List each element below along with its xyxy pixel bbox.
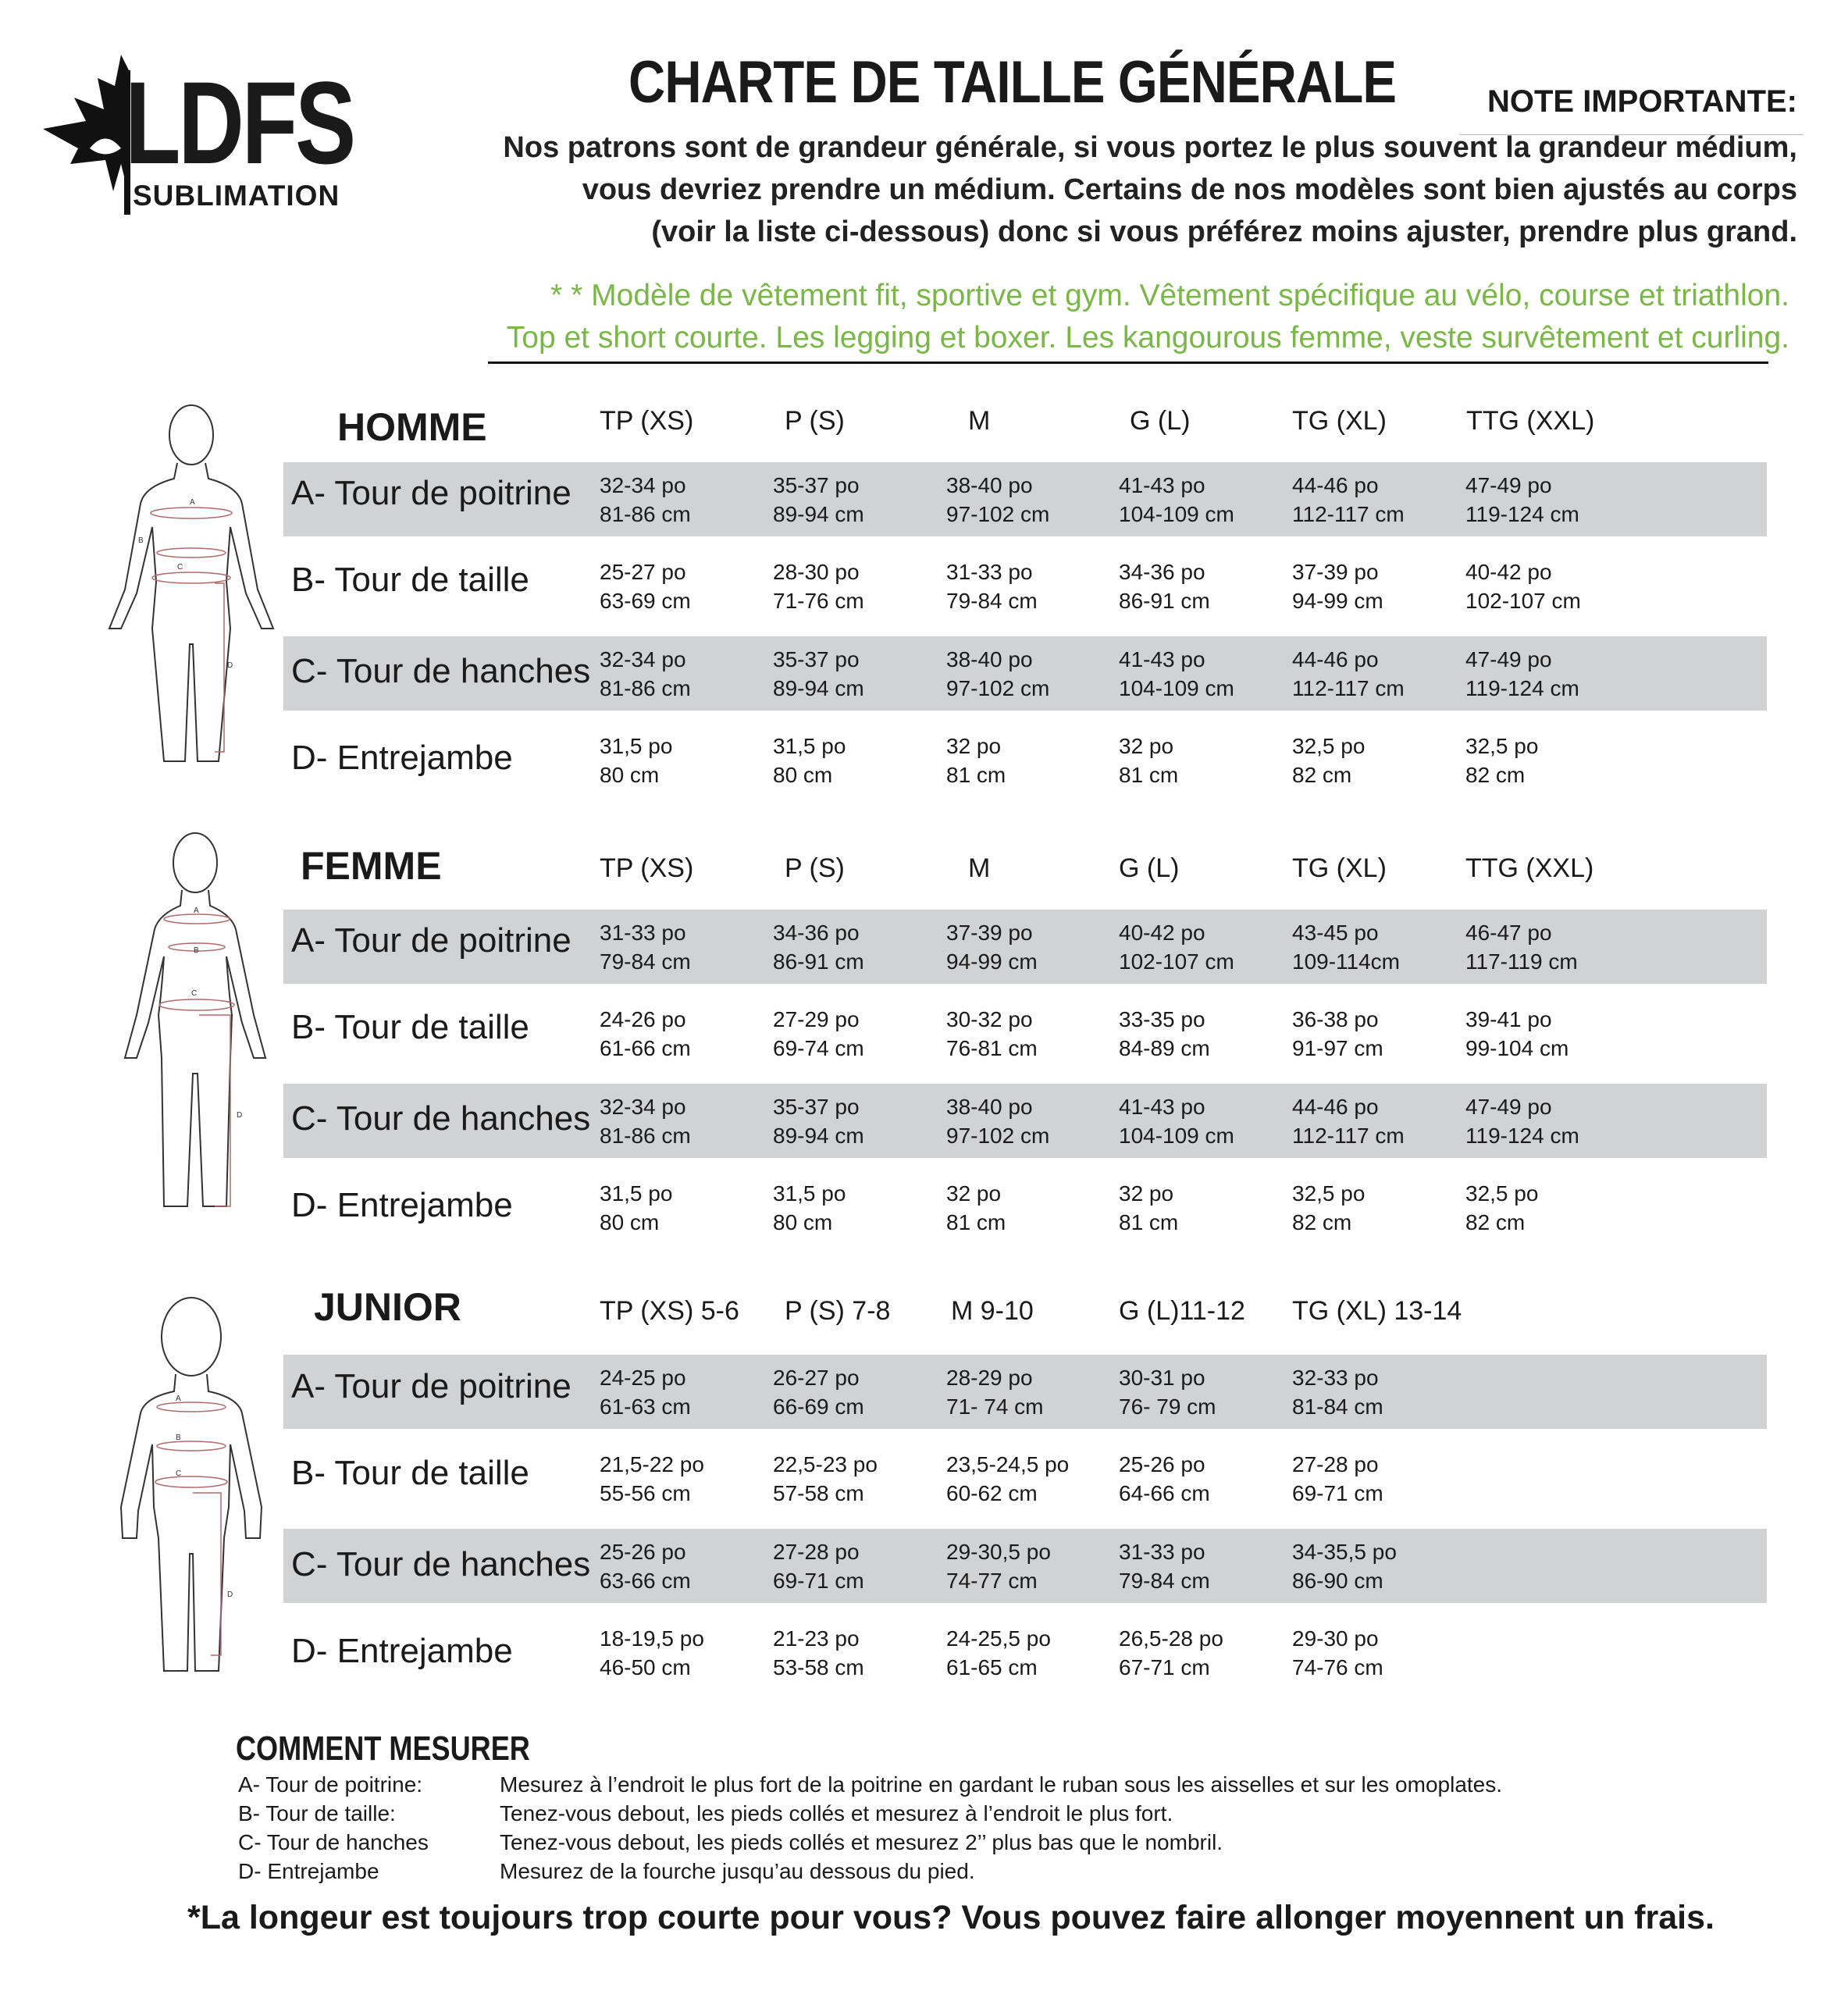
header-divider <box>488 362 1768 364</box>
size-header: M <box>968 406 991 436</box>
section-title-junior: JUNIOR <box>314 1285 461 1329</box>
table-cell: 31,5 po 80 cm <box>773 1181 846 1234</box>
table-cell: 31,5 po 80 cm <box>600 1181 673 1234</box>
table-cell: 31,5 po 80 cm <box>773 734 846 787</box>
table-cell: 40-42 po 102-107 cm <box>1465 560 1581 613</box>
row-label: C- Tour de hanches <box>291 652 591 690</box>
row-label: D- Entrejambe <box>291 1186 513 1224</box>
fitted-models-note: * * Modèle de vêtement fit, sportive et gym. Vêtement spécifique au vélo, course et triathlon. Top et short courte. Les legging et boxer. Les kangourous femme, veste survêtement et curling. <box>506 279 1789 354</box>
table-cell: 21,5-22 po 55-56 cm <box>600 1452 704 1505</box>
marker-b: B <box>138 536 144 545</box>
table-cell: 24-26 po 61-66 cm <box>600 1007 691 1060</box>
size-header: TP (XS) <box>600 406 694 436</box>
measure-desc: Tenez-vous debout, les pieds collés et mesurez 2’’ plus bas que le nombril. <box>500 1830 1223 1854</box>
table-cell: 31-33 po 79-84 cm <box>946 560 1038 613</box>
table-cell: 25-26 po 64-66 cm <box>1119 1452 1210 1505</box>
table-cell: 32,5 po 82 cm <box>1292 734 1366 787</box>
table-cell: 29-30,5 po 74-77 cm <box>946 1540 1051 1593</box>
table-cell: 28-30 po 71-76 cm <box>773 560 864 613</box>
table-cell: 47-49 po 119-124 cm <box>1465 1095 1579 1148</box>
row-label: A- Tour de poitrine <box>291 921 571 960</box>
figure-homme <box>90 394 293 773</box>
table-cell: 37-39 po 94-99 cm <box>946 921 1038 974</box>
row-label: B- Tour de taille <box>291 561 529 599</box>
size-header: TG (XL) <box>1292 853 1387 883</box>
table-cell: 38-40 po 97-102 cm <box>946 647 1050 700</box>
measure-term: C- Tour de hanches <box>238 1830 429 1854</box>
measure-term: D- Entrejambe <box>238 1859 379 1883</box>
measure-term: B- Tour de taille: <box>238 1801 396 1825</box>
table-cell: 47-49 po 119-124 cm <box>1465 647 1579 700</box>
row-label: C- Tour de hanches <box>291 1545 591 1583</box>
table-cell: 38-40 po 97-102 cm <box>946 473 1050 526</box>
table-cell: 24-25 po 61-63 cm <box>600 1366 691 1419</box>
table-cell: 32-33 po 81-84 cm <box>1292 1366 1383 1419</box>
table-cell: 32,5 po 82 cm <box>1465 734 1539 787</box>
table-cell: 27-28 po 69-71 cm <box>1292 1452 1383 1505</box>
ldfs-logo <box>43 55 354 219</box>
table-cell: 34-36 po 86-91 cm <box>1119 560 1210 613</box>
table-cell: 44-46 po 112-117 cm <box>1292 647 1405 700</box>
row-label: A- Tour de poitrine <box>291 1367 571 1405</box>
table-cell: 41-43 po 104-109 cm <box>1119 473 1234 526</box>
table-cell: 23,5-24,5 po 60-62 cm <box>946 1452 1070 1505</box>
table-cell: 33-35 po 84-89 cm <box>1119 1007 1210 1060</box>
table-cell: 34-35,5 po 86-90 cm <box>1292 1540 1397 1593</box>
size-header: TTG (XXL) <box>1466 406 1595 436</box>
figure-junior <box>90 1288 293 1683</box>
footer-note: *La longeur est toujours trop courte pour vous? Vous pouvez faire allonger moyennent un frais. <box>187 1899 1714 1936</box>
table-cell: 36-38 po 91-97 cm <box>1292 1007 1383 1060</box>
measure-desc: Mesurez de la fourche jusqu’au dessous du pied. <box>500 1859 975 1883</box>
size-header: TP (XS) <box>600 853 694 883</box>
table-cell: 32 po 81 cm <box>946 1181 1006 1234</box>
marker-d: D <box>227 661 233 670</box>
table-cell: 28-29 po 71- 74 cm <box>946 1366 1044 1419</box>
table-cell: 32-34 po 81-86 cm <box>600 473 691 526</box>
size-header: P (S) <box>785 406 845 436</box>
table-cell: 32-34 po 81-86 cm <box>600 647 691 700</box>
table-cell: 26-27 po 66-69 cm <box>773 1366 864 1419</box>
marker-a: A <box>194 906 199 915</box>
child-body-icon <box>90 1288 293 1679</box>
size-header: G (L)11-12 <box>1119 1296 1245 1326</box>
table-cell: 24-25,5 po 61-65 cm <box>946 1626 1051 1679</box>
size-header: M <box>968 853 991 883</box>
table-cell: 29-30 po 74-76 cm <box>1292 1626 1383 1679</box>
marker-b: B <box>176 1434 181 1442</box>
table-cell: 27-28 po 69-71 cm <box>773 1540 864 1593</box>
table-cell: 38-40 po 97-102 cm <box>946 1095 1050 1148</box>
table-cell: 46-47 po 117-119 cm <box>1465 921 1578 974</box>
table-cell: 40-42 po 102-107 cm <box>1119 921 1234 974</box>
table-cell: 30-31 po 76- 79 cm <box>1119 1366 1216 1419</box>
marker-c: C <box>177 563 183 572</box>
table-cell: 30-32 po 76-81 cm <box>946 1007 1038 1060</box>
table-cell: 32 po 81 cm <box>1119 734 1179 787</box>
table-cell: 35-37 po 89-94 cm <box>773 1095 864 1148</box>
table-cell: 25-27 po 63-69 cm <box>600 560 691 613</box>
table-cell: 32,5 po 82 cm <box>1465 1181 1539 1234</box>
size-header: TG (XL) 13-14 <box>1292 1296 1462 1326</box>
size-header: TG (XL) <box>1292 406 1387 436</box>
section-title-femme: FEMME <box>301 844 442 888</box>
size-header: M 9-10 <box>951 1296 1034 1326</box>
marker-c: C <box>191 989 198 998</box>
row-label: D- Entrejambe <box>291 1632 513 1670</box>
table-cell: 41-43 po 104-109 cm <box>1119 647 1234 700</box>
table-cell: 44-46 po 112-117 cm <box>1292 1095 1405 1148</box>
row-label: B- Tour de taille <box>291 1008 529 1046</box>
table-cell: 25-26 po 63-66 cm <box>600 1540 691 1593</box>
table-cell: 31-33 po 79-84 cm <box>600 921 691 974</box>
size-header: TP (XS) 5-6 <box>600 1296 739 1326</box>
measure-desc: Mesurez à l’endroit le plus fort de la poitrine en gardant le ruban sous les aisselles et sur les omoplates. <box>500 1772 1503 1797</box>
marker-c: C <box>176 1469 182 1478</box>
figure-femme <box>90 824 293 1218</box>
how-to-measure-title: COMMENT MESURER <box>236 1729 530 1768</box>
male-body-icon <box>90 394 293 769</box>
table-cell: 39-41 po 99-104 cm <box>1465 1007 1569 1060</box>
page-title: CHARTE DE TAILLE GÉNÉRALE <box>628 49 1397 116</box>
logo-subtitle: SUBLIMATION <box>133 180 340 212</box>
female-body-icon <box>90 824 293 1214</box>
table-cell: 21-23 po 53-58 cm <box>773 1626 864 1679</box>
marker-a: A <box>176 1394 181 1403</box>
table-cell: 37-39 po 94-99 cm <box>1292 560 1383 613</box>
section-title-homme: HOMME <box>337 405 487 449</box>
size-header: P (S) 7-8 <box>785 1296 891 1326</box>
row-label: A- Tour de poitrine <box>291 474 571 512</box>
measure-desc: Tenez-vous debout, les pieds collés et mesurez à l’endroit le plus fort. <box>500 1801 1173 1825</box>
size-header: G (L) <box>1130 406 1191 436</box>
table-cell: 27-29 po 69-74 cm <box>773 1007 864 1060</box>
table-cell: 26,5-28 po 67-71 cm <box>1119 1626 1223 1679</box>
table-cell: 32,5 po 82 cm <box>1292 1181 1366 1234</box>
marker-d: D <box>227 1590 233 1599</box>
row-label: C- Tour de hanches <box>291 1099 591 1138</box>
table-cell: 47-49 po 119-124 cm <box>1465 473 1579 526</box>
measure-term: A- Tour de poitrine: <box>238 1772 423 1797</box>
logo-wordmark: LDFS <box>125 57 354 188</box>
size-header: P (S) <box>785 853 845 883</box>
table-cell: 43-45 po 109-114cm <box>1292 921 1401 974</box>
size-header: G (L) <box>1119 853 1180 883</box>
table-cell: 32-34 po 81-86 cm <box>600 1095 691 1148</box>
row-label: D- Entrejambe <box>291 739 513 777</box>
note-body: Nos patrons sont de grandeur générale, si vous portez le plus souvent la grandeur médium, vous devriez prendre un médium. Certains de nos modèles sont bien ajustés au corps (voir la liste ci-dessous) donc si vous préférez moins ajuster, prendre plus grand. <box>503 131 1797 248</box>
marker-d: D <box>237 1111 243 1120</box>
table-cell: 22,5-23 po 57-58 cm <box>773 1452 878 1505</box>
table-cell: 35-37 po 89-94 cm <box>773 473 864 526</box>
marker-b: B <box>194 946 199 955</box>
size-header: TTG (XXL) <box>1465 853 1594 883</box>
table-cell: 32 po 81 cm <box>1119 1181 1179 1234</box>
note-title: NOTE IMPORTANTE: <box>1487 84 1797 119</box>
table-cell: 32 po 81 cm <box>946 734 1006 787</box>
table-cell: 31,5 po 80 cm <box>600 734 673 787</box>
table-cell: 31-33 po 79-84 cm <box>1119 1540 1210 1593</box>
table-cell: 44-46 po 112-117 cm <box>1292 473 1405 526</box>
table-cell: 18-19,5 po 46-50 cm <box>600 1626 704 1679</box>
table-cell: 41-43 po 104-109 cm <box>1119 1095 1234 1148</box>
marker-a: A <box>190 498 195 507</box>
table-cell: 35-37 po 89-94 cm <box>773 647 864 700</box>
row-label: B- Tour de taille <box>291 1454 529 1492</box>
table-cell: 34-36 po 86-91 cm <box>773 921 864 974</box>
